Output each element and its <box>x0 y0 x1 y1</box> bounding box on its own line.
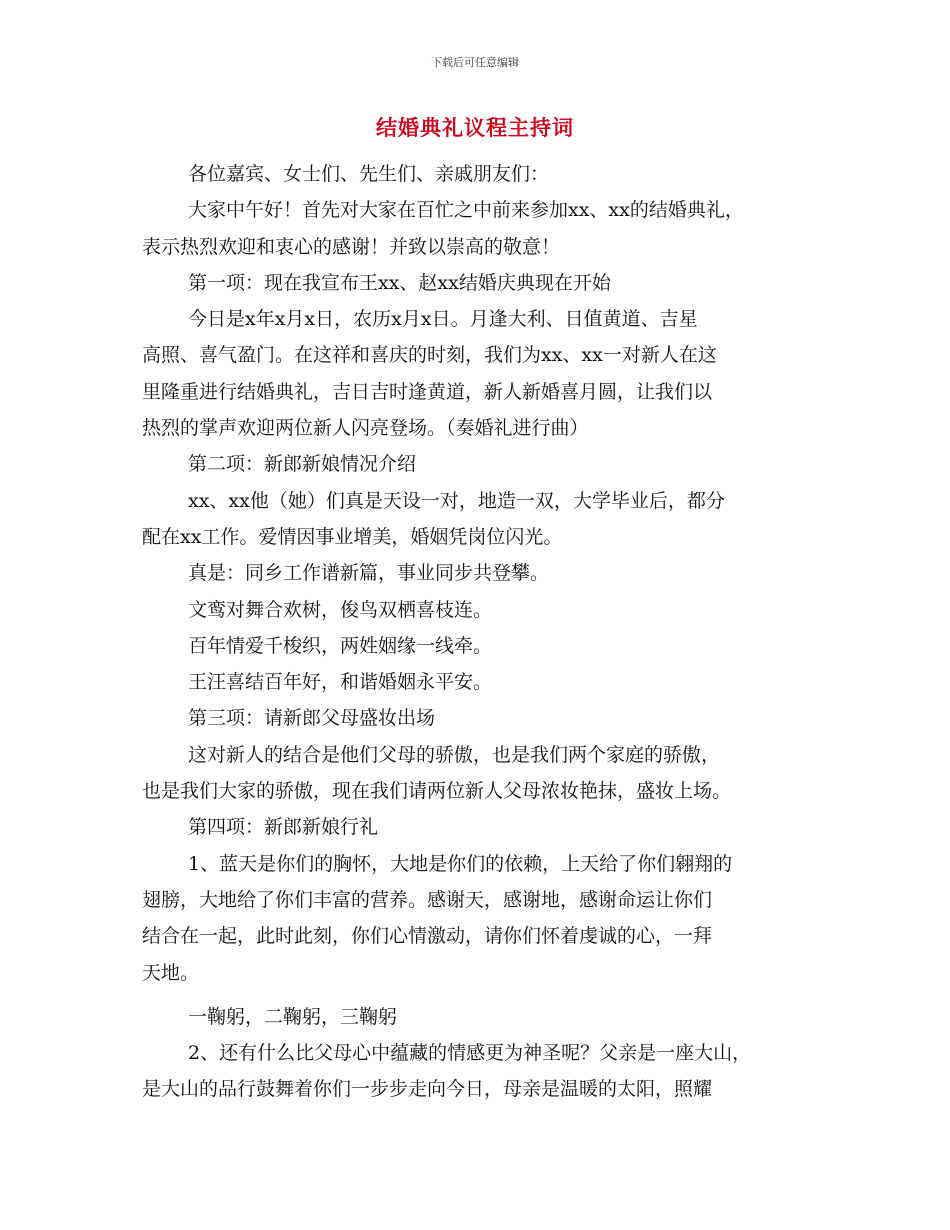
text-line: xx、xx他（她）们真是天设一对，地造一双，大学毕业后，都分 <box>188 489 725 512</box>
text-line: 2、还有什么比父母心中蕴藏的情感更为神圣呢？父亲是一座大山， <box>188 1042 752 1065</box>
page-header-note: 下载后可任意编辑 <box>431 56 519 69</box>
text-line: 天地。 <box>142 961 200 984</box>
text-line: 第二项：新郎新娘情况介绍 <box>188 453 417 476</box>
text-line: 第三项：请新郎父母盛妆出场 <box>188 707 436 730</box>
text-line: 是大山的品行鼓舞着你们一步步走向今日，母亲是温暖的太阳，照耀 <box>142 1078 713 1101</box>
text-line: 高照、喜气盈门。在这祥和喜庆的时刻，我们为xx、xx一对新人在这 <box>142 344 717 367</box>
text-line: 真是：同乡工作谱新篇，事业同步共登攀。 <box>188 562 550 585</box>
text-line: 第四项：新郎新娘行礼 <box>188 816 379 839</box>
text-line: 里隆重进行结婚典礼，吉日吉时逢黄道，新人新婚喜月圆，让我们以 <box>142 380 713 403</box>
document-body <box>142 156 817 1108</box>
text-line: 表示热烈欢迎和衷心的感谢！并致以崇高的敬意！ <box>142 235 561 258</box>
text-line: 一鞠躬，二鞠躬，三鞠躬 <box>188 1005 398 1028</box>
text-line: 翅膀，大地给了你们丰富的营养。感谢天，感谢地，感谢命运让你们 <box>142 888 713 911</box>
text-line: 王汪喜结百年好，和谐婚姻永平安。 <box>188 671 493 694</box>
document-title: 结婚典礼议程主持词 <box>376 116 574 140</box>
text-line: 热烈的掌声欢迎两位新人闪亮登场。（奏婚礼进行曲） <box>142 417 589 440</box>
text-line: 也是我们大家的骄傲，现在我们请两位新人父母浓妆艳抹，盛妆上场。 <box>142 780 732 803</box>
text-line: 1、蓝天是你们的胸怀，大地是你们的依赖，上天给了你们翱翔的 <box>188 852 733 875</box>
text-line: 配在xx工作。爱情因事业增美，婚姻凭岗位闪光。 <box>142 525 563 548</box>
text-line: 各位嘉宾、女士们、先生们、亲戚朋友们： <box>188 163 550 185</box>
text-line: 百年情爱千梭织，两姓姻缘一线牵。 <box>188 634 493 657</box>
text-line: 这对新人的结合是他们父母的骄傲，也是我们两个家庭的骄傲， <box>188 743 721 766</box>
text-line: 今日是x年x月x日，农历x月x日。月逢大利、日值黄道、吉星 <box>188 308 698 331</box>
text-line: 结合在一起，此时此刻，你们心情激动，请你们怀着虔诚的心，一拜 <box>142 925 713 948</box>
text-line: 大家中午好！首先对大家在百忙之中前来参加xx、xx的结婚典礼， <box>188 199 744 222</box>
text-line: 第一项：现在我宣布王xx、赵xx结婚庆典现在开始 <box>188 271 611 294</box>
paragraph-gap <box>142 991 817 999</box>
text-line: 文鸾对舞合欢树，俊鸟双栖喜枝连。 <box>188 598 493 621</box>
